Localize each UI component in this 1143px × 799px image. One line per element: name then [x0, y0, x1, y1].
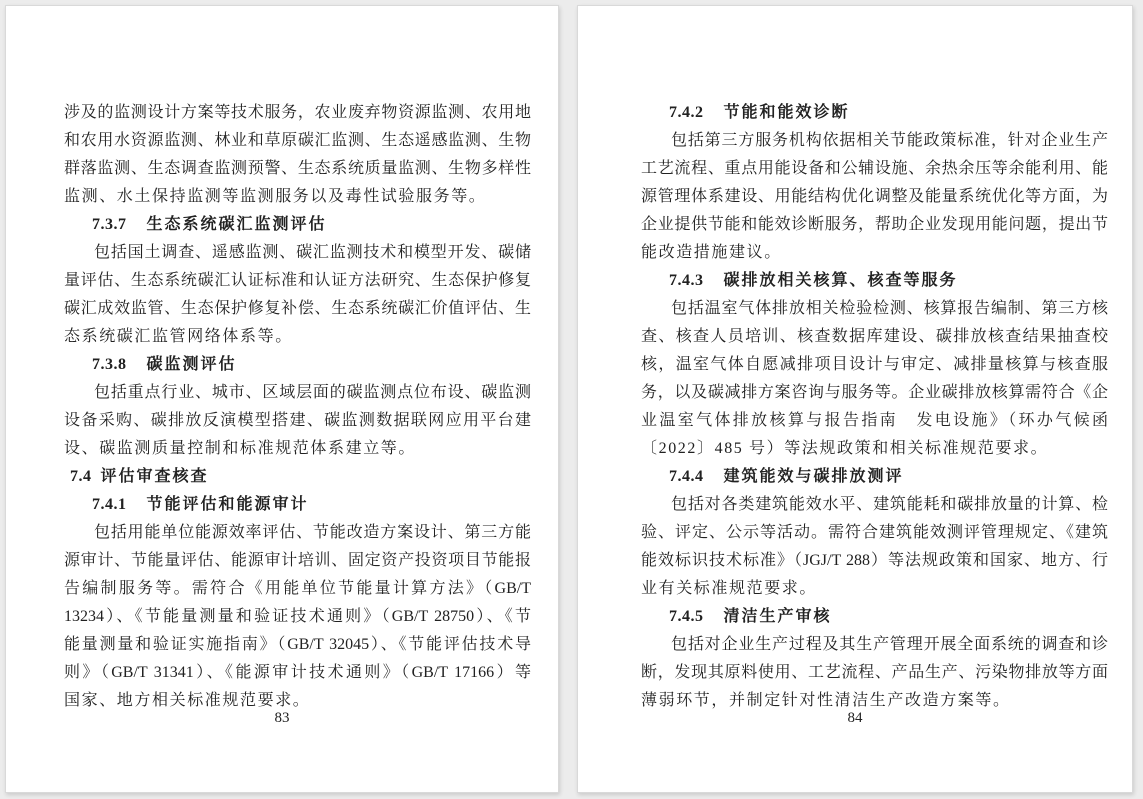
section-heading-7-3-8 [64, 351, 531, 379]
section-heading-7-4-2 [641, 99, 1108, 127]
section-heading-7-4-4 [641, 463, 1108, 491]
text-line: 能量测量和验证实施指南》（GB/T 32045）、《节能评估技术导 [64, 636, 531, 653]
text-line: 〔2022〕485 号）等法规政策和相关标准规范要求。 [641, 440, 1049, 457]
text-line: 务，以及碳减排方案咨询与服务等。企业碳排放核算需符合《企 [641, 384, 1108, 401]
section-number: 7.4.3 [669, 272, 704, 289]
section-heading-7-3-7 [64, 211, 531, 239]
section-number: 7.3.8 [92, 356, 127, 373]
text-line: 薄弱环节，并制定针对性清洁生产改造方案等。 [641, 692, 1011, 709]
section-number: 7.4.2 [669, 104, 704, 121]
text-line: 则》（GB/T 31341）、《能源审计技术通则》（GB/T 17166）等 [64, 664, 531, 681]
section-title: 清洁生产审核 [723, 608, 832, 625]
document-page-83 [5, 5, 559, 793]
text-line: 源审计、节能量评估、能源审计培训、固定资产投资项目节能报 [64, 552, 531, 569]
text-line: 群落监测、生态调查监测预警、生态系统质量监测、生物多样性 [64, 160, 531, 177]
section-heading-7-4-3 [641, 267, 1108, 295]
page-content [641, 99, 1108, 715]
text-line: 能改造措施建议。 [641, 244, 782, 261]
section-heading-7-4-5 [641, 603, 1108, 631]
section-heading-7-4-1 [64, 491, 531, 519]
section-title: 生态系统碳汇监测评估 [146, 216, 327, 233]
text-line: 包括用能单位能源效率评估、节能改造方案设计、第三方能 [94, 524, 531, 541]
page-number: 84 [847, 710, 863, 726]
section-title: 建筑能效与碳排放测评 [723, 468, 904, 485]
text-line: 能效标识技术标准》（JGJ/T 288）等法规政策和国家、地方、行 [641, 552, 1108, 569]
section-number: 7.3.7 [92, 216, 127, 233]
section-number: 7.4.5 [669, 608, 704, 625]
text-line: 告编制服务等。需符合《用能单位节能量计算方法》（GB/T [64, 580, 531, 597]
text-line: 监测、水土保持监测等监测服务以及毒性试验服务等。 [64, 188, 487, 205]
section-title: 节能和能效诊断 [723, 104, 850, 121]
text-line: 国家、地方相关标准规范要求。 [64, 692, 311, 709]
text-line: 源管理体系建设、用能结构优化调整及能量系统优化等方面，为 [641, 188, 1108, 205]
text-line: 设、碳监测质量控制和标准规范体系建立等。 [64, 440, 417, 457]
page-content [64, 99, 531, 715]
text-line: 企业提供节能和能效诊断服务，帮助企业发现用能问题，提出节 [641, 216, 1108, 233]
text-line: 核，温室气体自愿减排项目设计与审定、减排量核算与核查服 [641, 356, 1108, 373]
text-line: 态系统碳汇监管网络体系等。 [64, 328, 293, 345]
text-line: 业温室气体排放核算与报告指南 发电设施》（环办气候函 [641, 412, 1108, 429]
text-line: 碳汇成效监管、生态保护修复补偿、生态系统碳汇价值评估、生 [64, 300, 531, 317]
text-line: 和农用水资源监测、林业和草原碳汇监测、生态遥感监测、生物 [64, 132, 531, 149]
text-line: 包括重点行业、城市、区域层面的碳监测点位布设、碳监测 [94, 384, 531, 401]
text-line: 设备采购、碳排放反演模型搭建、碳监测数据联网应用平台建 [64, 412, 531, 429]
text-line: 包括第三方服务机构依据相关节能政策标准，针对企业生产 [671, 132, 1108, 149]
text-line: 验、评定、公示等活动。需符合建筑能效测评管理规定、《建筑 [641, 524, 1108, 541]
section-title: 碳排放相关核算、核查等服务 [723, 272, 958, 289]
text-line: 包括国土调查、遥感监测、碳汇监测技术和模型开发、碳储 [94, 244, 531, 261]
text-line: 包括对各类建筑能效水平、建筑能耗和碳排放量的计算、检 [671, 496, 1108, 513]
section-number: 7.4.1 [92, 496, 127, 513]
text-line: 查、核查人员培训、核查数据库建设、碳排放核查结果抽查校 [641, 328, 1108, 345]
section-number: 7.4.4 [669, 468, 704, 485]
text-line: 包括温室气体排放相关检验检测、核算报告编制、第三方核 [671, 300, 1108, 317]
section-heading-7-4 [64, 463, 531, 491]
document-page-84 [577, 5, 1133, 793]
text-line: 工艺流程、重点用能设备和公辅设施、余热余压等余能利用、能 [641, 160, 1108, 177]
section-title: 评估审查核查 [100, 468, 209, 485]
text-line: 涉及的监测设计方案等技术服务，农业废弃物资源监测、农用地 [64, 104, 531, 121]
section-title: 节能评估和能源审计 [146, 496, 309, 513]
text-line: 业有关标准规范要求。 [641, 580, 818, 597]
page-number: 83 [274, 710, 290, 726]
text-line: 量评估、生态系统碳汇认证标准和认证方法研究、生态保护修复 [64, 272, 531, 289]
text-line: 13234）、《节能量测量和验证技术通则》（GB/T 28750）、《节 [64, 608, 531, 625]
text-line: 断，发现其原料使用、工艺流程、产品生产、污染物排放等方面 [641, 664, 1108, 681]
section-number: 7.4 [70, 468, 92, 485]
section-title: 碳监测评估 [146, 356, 237, 373]
text-line: 包括对企业生产过程及其生产管理开展全面系统的调查和诊 [671, 636, 1108, 653]
